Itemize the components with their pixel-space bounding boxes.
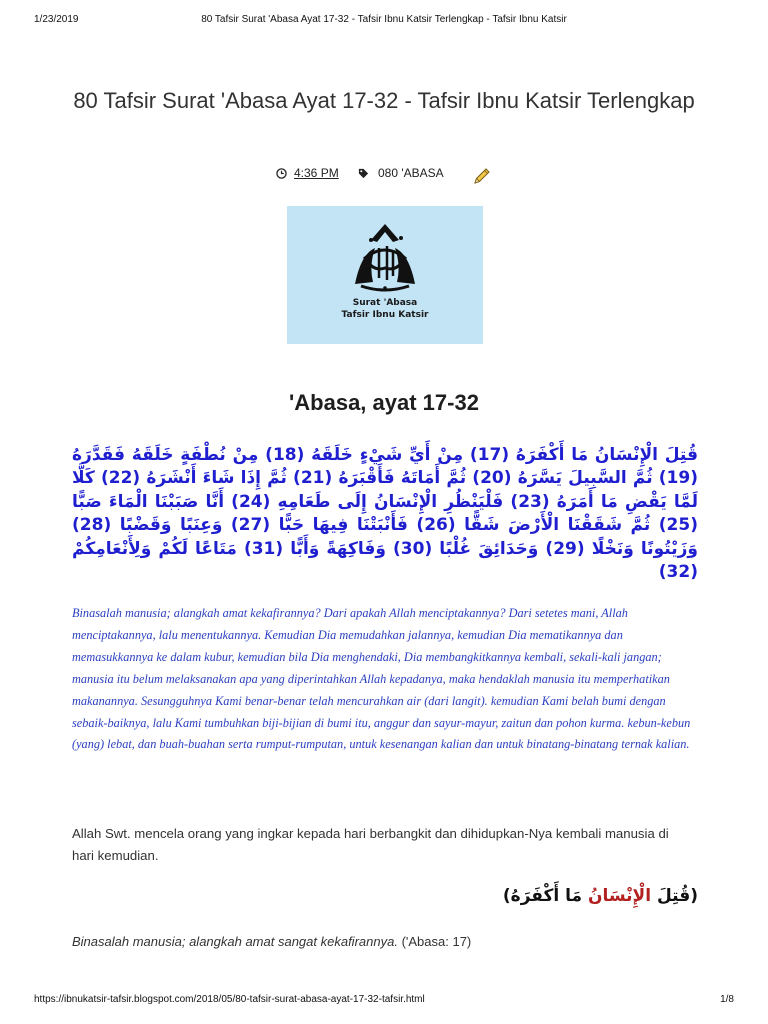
verse-word-highlight: الْإِنْسَانُ <box>587 886 652 906</box>
caption-reference: ('Abasa: 17) <box>401 934 472 949</box>
verse-caption <box>72 934 698 949</box>
section-heading: 'Abasa, ayat 17-32 <box>289 390 479 415</box>
post-label[interactable] <box>358 166 444 180</box>
verse-translation: Binasalah manusia; alangkah amat kekafirannya? Dari apakah Allah menciptakannya? Dari setetes mani, Allah menciptakannya, lalu menentukannya. Kemudian Dia memudahkan jalannya, kemudian Dia mematikannya dan memasukkannya ke dalam kubur, kemudian bila Dia menghendaki, Dia membangkitkannya kembali, sekali-kali jangan; manusia itu belum melaksanakan apa yang diperintahkan Allah kepadanya, maka hendaklah manusia itu memperhatikan makanannya. Sesungguhnya Kami benar-benar telah mencurahkan air (dari langit). kemudian Kami belah bumi dengan sebaik-baiknya, lalu Kami tumbuhkan biji-bijian di bumi itu, anggur dan sayur-mayur, zaitun dan pohon kurma. kebun-kebun (yang) lebat, dan buah-buahan serta rumput-rumputan, untuk kesenangan kalian dan untuk binatang-binatang ternak kalian. <box>72 606 691 752</box>
print-url: https://ibnukatsir-tafsir.blogspot.com/2018/05/80-tafsir-surat-abasa-ayat-17-32-tafsir.html <box>34 994 425 1005</box>
post-timestamp[interactable] <box>276 166 339 180</box>
print-page-number: 1/8 <box>720 994 734 1005</box>
hero-line-1: Surat 'Abasa <box>352 298 418 308</box>
post-meta <box>0 166 768 188</box>
verse-bracket-open: ( <box>690 886 698 906</box>
post-title: 80 Tafsir Surat 'Abasa Ayat 17-32 - Tafsir Ibnu Katsir Terlengkap <box>73 88 695 113</box>
quran-calligraphy-logo <box>341 218 429 294</box>
verse-word-1: قُتِلَ <box>656 886 691 906</box>
post-time[interactable]: 4:36 PM <box>294 166 339 180</box>
verse-bracket-close: ) <box>502 886 511 906</box>
print-page-title: 80 Tafsir Surat 'Abasa Ayat 17-32 - Tafsir Ibnu Katsir Terlengkap - Tafsir Ibnu Katsir <box>201 14 567 25</box>
verse-word-3: مَا أَكْفَرَهُ <box>510 886 583 906</box>
verse-quote <box>503 886 698 906</box>
caption-text: Binasalah manusia; alangkah amat sangat kekafirannya. <box>72 934 398 949</box>
label-text[interactable]: 080 'ABASA <box>378 166 444 180</box>
edit-post-button[interactable] <box>472 166 492 189</box>
print-date: 1/23/2019 <box>34 14 79 25</box>
post-header-image <box>287 206 483 344</box>
clock-icon <box>276 168 287 179</box>
arabic-verses: قُتِلَ الْإِنْسَانُ مَا أَكْفَرَهُ (17) مِنْ أَيِّ شَيْءٍ خَلَقَهُ (18) مِنْ نُطْفَةٍ خَلَقَهُ فَقَدَّرَهُ (19) ثُمَّ السَّبِيلَ يَسَّرَهُ (20) ثُمَّ أَمَاتَهُ فَأَقْبَرَهُ (21) ثُمَّ إِذَا شَاءَ أَنْشَرَهُ (22) كَلَّا لَمَّا يَقْضِ مَا أَمَرَهُ (23) فَلْيَنْظُرِ الْإِنْسَانُ إِلَى طَعَامِهِ (24) أَنَّا صَبَبْنَا الْمَاءَ صَبًّا (25) ثُمَّ شَقَقْنَا الْأَرْضَ شَقًّا (26) فَأَنْبَتْنَا فِيهَا حَبًّا (27) وَعِنَبًا وَقَضْبًا (28) وَزَيْتُونًا وَنَخْلًا (29) وَحَدَائِقَ غُلْبًا (30) وَفَاكِهَةً وَأَبًّا (31) مَتَاعًا لَكُمْ وَلِأَنْعَامِكُمْ (32) <box>72 445 699 583</box>
tag-icon <box>358 168 369 179</box>
pencil-icon <box>472 166 492 186</box>
hero-line-2: Tafsir Ibnu Katsir <box>341 310 429 320</box>
commentary-paragraph: Allah Swt. mencela orang yang ingkar kepada hari berbangkit dan dihidupkan-Nya kembali manusia di hari kemudian. <box>72 826 669 863</box>
